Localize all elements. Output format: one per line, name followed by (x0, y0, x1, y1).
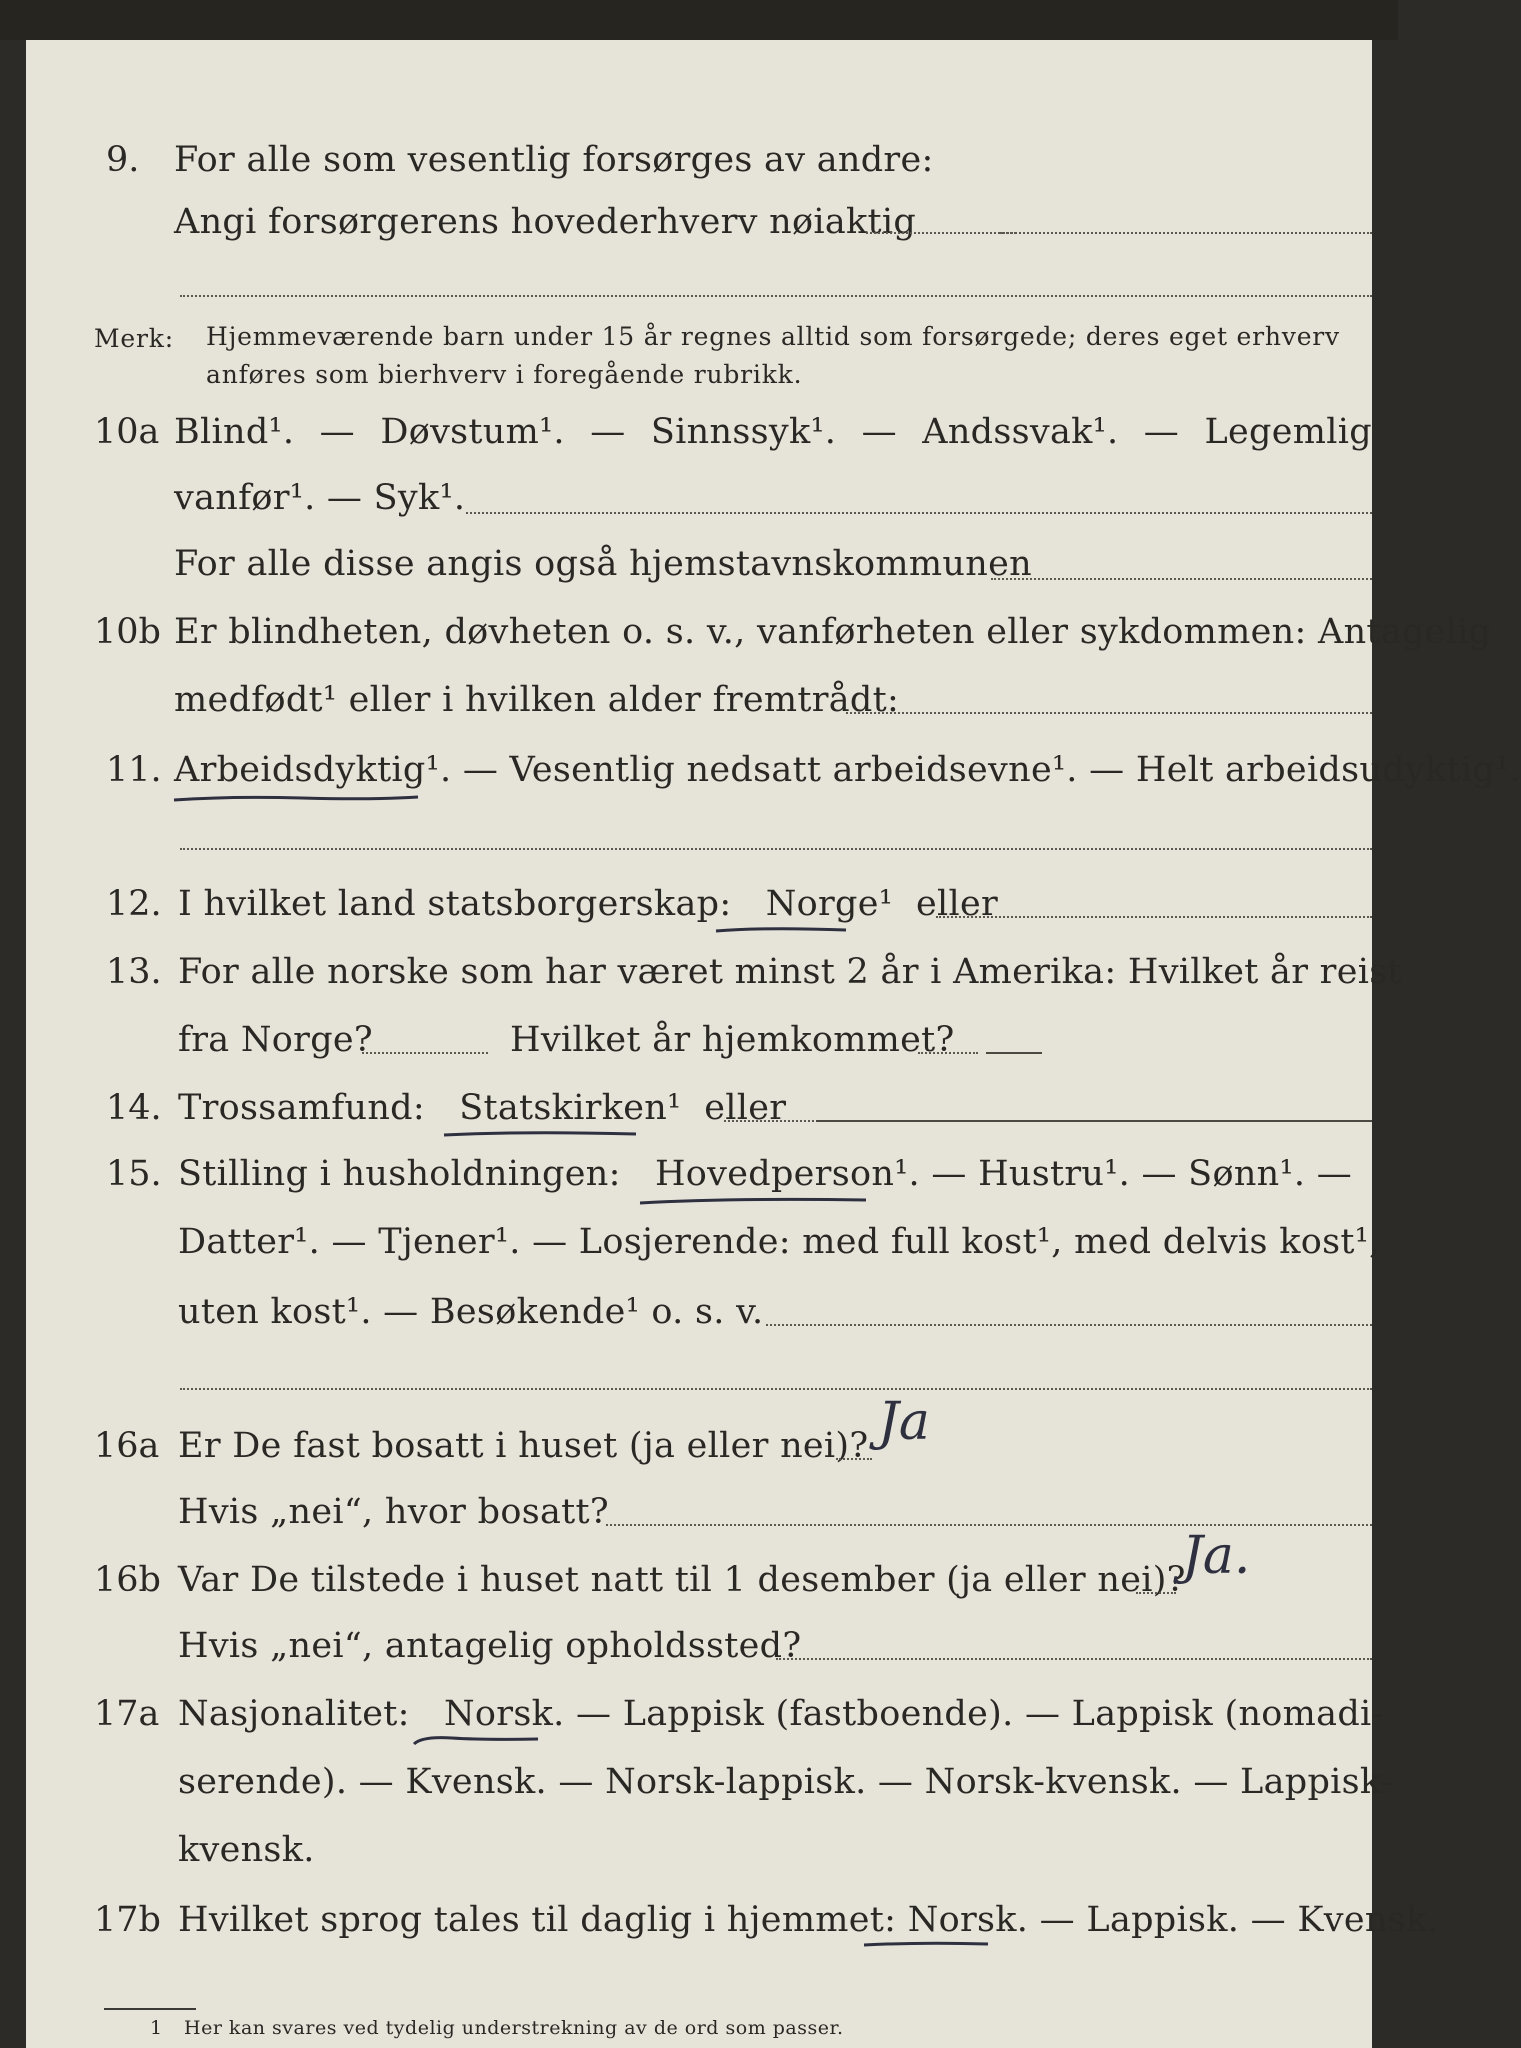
question-16a-number: 16a (94, 1426, 160, 1466)
question-10a-home-municipality-label: For alle disse angis også hjemstavnskommunen (174, 544, 1032, 584)
census-form-page (26, 40, 1521, 2048)
question-15-number: 15. (106, 1154, 162, 1194)
or-label: eller (704, 1088, 787, 1128)
answer-line (836, 1458, 872, 1460)
option-blind: Blind¹. (174, 412, 295, 452)
question-15-text-line-3: uten kost¹. — Besøkende¹ o. s. v. (178, 1292, 764, 1332)
footnote-mark: 1 (150, 2017, 163, 2039)
question-13-departure-label: fra Norge? (178, 1020, 373, 1060)
question-16a-text: Er De fast bosatt i huset (ja eller nei)? (178, 1426, 869, 1466)
question-9-provider-occupation-label: Angi forsørgerens hovederhverv nøiaktig (174, 202, 917, 242)
note-label: Merk: (94, 324, 174, 353)
answer-line (724, 1120, 814, 1122)
home-language-label: Hvilket sprog tales til daglig i hjemmet: (178, 1900, 897, 1940)
option-head-of-household: Hovedperson¹ (654, 1154, 909, 1194)
question-13-text: For alle norske som har været minst 2 år i Amerika: Hvilket år reist (178, 952, 1402, 992)
note-text-line-2: anføres som bierhverv i foregående rubrikk. (206, 360, 803, 389)
other-options: . — Hustru¹. — Sønn¹. — (908, 1154, 1352, 1194)
question-11-number: 11. (106, 750, 162, 790)
handwritten-underline (638, 1194, 870, 1210)
other-options: — Lappisk. — Kvensk. (1039, 1900, 1439, 1940)
footnote-text: Her kan svares ved tydelig understrekning av de ord som passer. (184, 2017, 844, 2039)
dash: — (590, 412, 626, 452)
answer-line (936, 916, 1372, 918)
question-12-text (178, 882, 998, 926)
question-9-text: For alle som vesentlig forsørges av andre: (174, 140, 934, 180)
question-14-text (178, 1086, 786, 1130)
answer-line-9-continued (180, 295, 1372, 297)
scan-border-top (0, 0, 1398, 40)
answer-line (1136, 1592, 1176, 1594)
household-position-label: Stilling i husholdningen: (178, 1154, 621, 1194)
option-norwegian: Norsk. (444, 1694, 565, 1734)
answer-line (776, 1658, 1372, 1660)
question-13-return-label: Hvilket år hjemkommet? (510, 1020, 955, 1060)
answer-line (1000, 232, 1372, 234)
question-10b-number: 10b (94, 612, 161, 652)
handwritten-underline (412, 1732, 542, 1750)
question-17a-text-line-2: serende). — Kvensk. — Norsk-lappisk. — Norsk-kvensk. — Lappisk- (178, 1762, 1393, 1802)
question-16b-text: Var De tilstede i huset natt til 1 desember (ja eller nei)? (178, 1560, 1186, 1600)
question-10b-onset-label: medfødt¹ eller i hvilken alder fremtrådt: (174, 680, 900, 720)
option-norwegian: Norsk. (907, 1900, 1029, 1940)
question-16b-whereabouts-label: Hvis „nei“, antagelig opholdssted? (178, 1626, 802, 1666)
handwritten-answer-16b: Ja. (1182, 1526, 1251, 1586)
option-physically: Legemlig (1204, 412, 1372, 452)
answer-line-11-continued (180, 848, 1372, 850)
other-options: — Lappisk (fastboende). — Lappisk (nomadi- (575, 1694, 1384, 1734)
answer-line (918, 1052, 978, 1054)
option-able-to-work: Arbeidsdyktig¹ (174, 750, 440, 790)
answer-line (816, 1120, 1372, 1122)
question-10b-text: Er blindheten, døvheten o. s. v., vanførheten eller sykdommen: Antagelig (174, 612, 1492, 652)
religion-label: Trossamfund: (178, 1088, 425, 1128)
answer-line (986, 1052, 1042, 1054)
question-15-text-line-1 (178, 1152, 1352, 1196)
dash: — (861, 412, 897, 452)
handwritten-underline (862, 1938, 990, 1952)
question-17a-text-line-1 (178, 1692, 1384, 1736)
question-10a-options-line-1 (174, 410, 1372, 454)
answer-line-15-continued (180, 1388, 1372, 1390)
question-14-number: 14. (106, 1088, 162, 1128)
handwritten-answer-16a: Ja (878, 1392, 930, 1452)
question-12-number: 12. (106, 884, 162, 924)
question-17a-number: 17a (94, 1694, 160, 1734)
answer-line (606, 1524, 1372, 1526)
answer-line (991, 578, 1372, 580)
question-13-number: 13. (106, 952, 162, 992)
question-17b-text (178, 1898, 1439, 1942)
question-10a-options-line-2: vanfør¹. — Syk¹. (174, 478, 466, 518)
answer-line (362, 1052, 488, 1054)
nationality-label: Nasjonalitet: (178, 1694, 410, 1734)
option-norway: Norge¹ (765, 884, 894, 924)
question-17b-number: 17b (94, 1900, 161, 1940)
option-deaf-mute: Døvstum¹. (380, 412, 565, 452)
option-state-church: Statskirken¹ (459, 1088, 682, 1128)
question-9-number: 9. (106, 140, 140, 180)
answer-line (846, 712, 1372, 714)
question-16b-number: 16b (94, 1560, 161, 1600)
dash: — (1143, 412, 1180, 452)
question-11-options (174, 748, 1521, 792)
footnote-separator (104, 2008, 196, 2010)
question-15-text-line-2: Datter¹. — Tjener¹. — Losjerende: med full kost¹, med delvis kost¹, (178, 1222, 1381, 1262)
option-insane: Sinnssyk¹. (650, 412, 837, 452)
handwritten-underline (714, 924, 849, 938)
other-options: . — Vesentlig nedsatt arbeidsevne¹. — Helt arbeidsudyktig¹. (439, 750, 1521, 790)
dash: — (319, 412, 355, 452)
answer-line (766, 1324, 1372, 1326)
handwritten-underline (172, 792, 422, 808)
answer-line (866, 232, 1016, 234)
question-10a-number: 10a (94, 412, 160, 452)
handwritten-underline (442, 1128, 638, 1142)
question-16a-residence-label: Hvis „nei“, hvor bosatt? (178, 1492, 609, 1532)
or-label: eller (915, 884, 998, 924)
citizenship-label: I hvilket land statsborgerskap: (178, 884, 732, 924)
answer-line (466, 512, 1372, 514)
option-mentally-disabled: Andssvak¹. (922, 412, 1119, 452)
question-17a-text-line-3: kvensk. (178, 1830, 315, 1870)
note-text-line-1: Hjemmeværende barn under 15 år regnes alltid som forsørgede; deres eget erhverv (206, 322, 1340, 351)
